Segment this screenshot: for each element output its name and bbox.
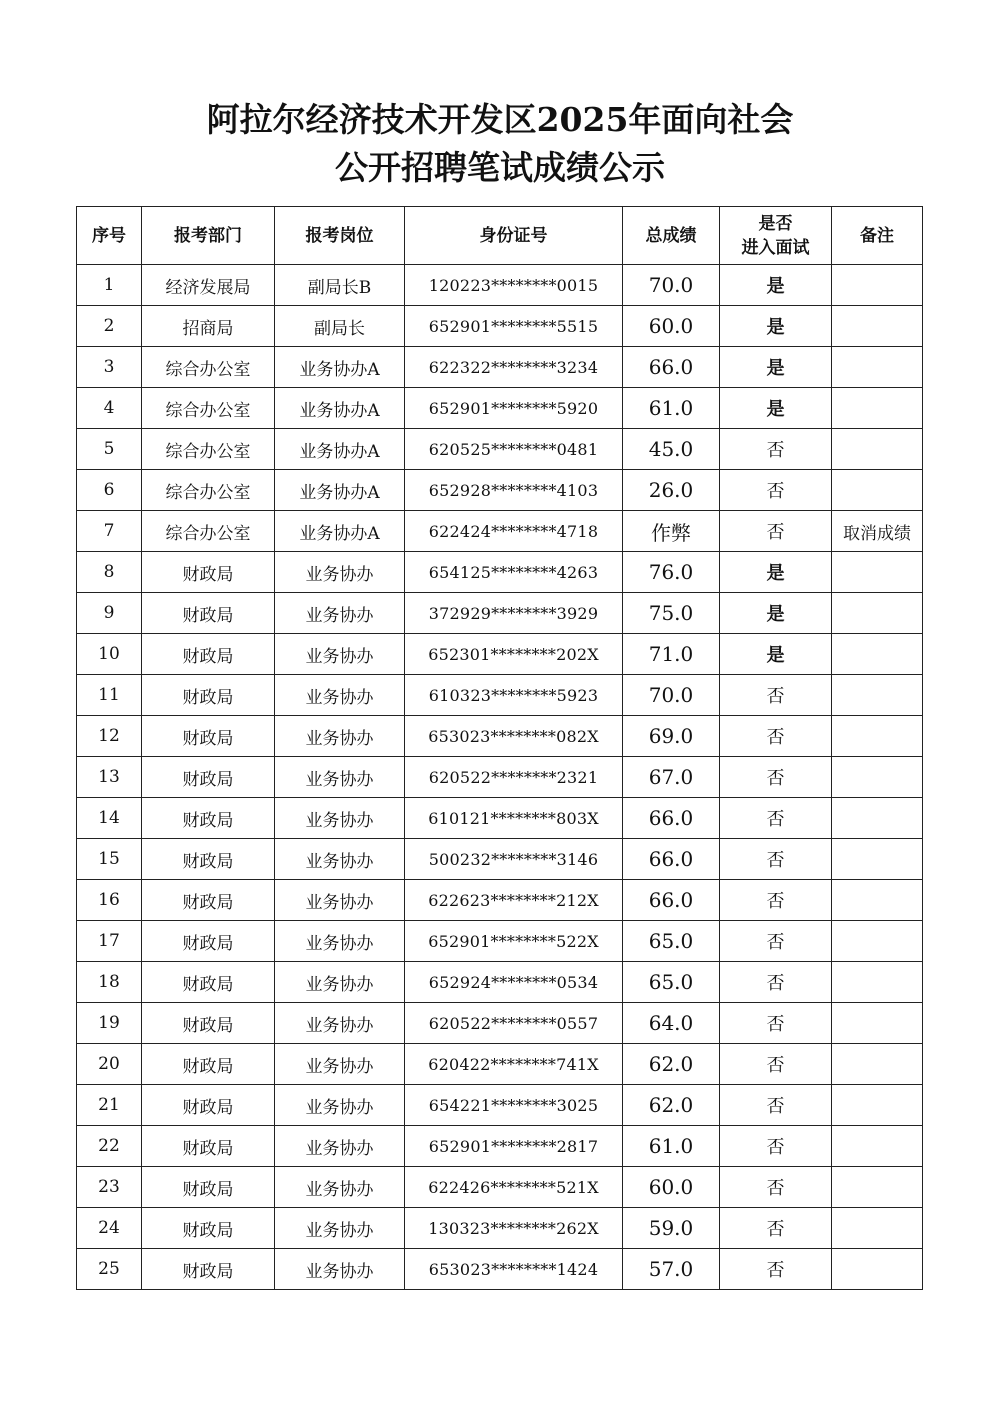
cell-seq: 5 bbox=[77, 429, 142, 470]
cell-note bbox=[832, 634, 923, 675]
cell-seq: 21 bbox=[77, 1085, 142, 1126]
cell-total-score: 70.0 bbox=[623, 675, 720, 716]
cell-id-number: 620522********2321 bbox=[405, 757, 623, 798]
cell-position: 业务协办 bbox=[275, 1208, 405, 1249]
cell-id-number: 652901********5515 bbox=[405, 306, 623, 347]
cell-note bbox=[832, 388, 923, 429]
cell-note bbox=[832, 347, 923, 388]
cell-note bbox=[832, 962, 923, 1003]
table-row bbox=[77, 552, 923, 593]
cell-position: 业务协办 bbox=[275, 880, 405, 921]
cell-position: 业务协办 bbox=[275, 921, 405, 962]
table-header-row bbox=[77, 207, 923, 265]
cell-id-number: 653023********082X bbox=[405, 716, 623, 757]
table-row bbox=[77, 1003, 923, 1044]
cell-position: 业务协办 bbox=[275, 552, 405, 593]
cell-department: 招商局 bbox=[142, 306, 275, 347]
cell-department: 综合办公室 bbox=[142, 429, 275, 470]
cell-department: 财政局 bbox=[142, 962, 275, 1003]
cell-id-number: 622623********212X bbox=[405, 880, 623, 921]
cell-position: 业务协办 bbox=[275, 962, 405, 1003]
cell-seq: 18 bbox=[77, 962, 142, 1003]
cell-total-score: 64.0 bbox=[623, 1003, 720, 1044]
cell-total-score: 69.0 bbox=[623, 716, 720, 757]
cell-position: 业务协办 bbox=[275, 757, 405, 798]
cell-id-number: 130323********262X bbox=[405, 1208, 623, 1249]
cell-total-score: 75.0 bbox=[623, 593, 720, 634]
cell-interview: 否 bbox=[720, 757, 832, 798]
cell-position: 业务协办 bbox=[275, 1044, 405, 1085]
cell-seq: 17 bbox=[77, 921, 142, 962]
cell-interview: 否 bbox=[720, 675, 832, 716]
table-row bbox=[77, 675, 923, 716]
cell-position: 副局长B bbox=[275, 265, 405, 306]
cell-id-number: 622424********4718 bbox=[405, 511, 623, 552]
cell-seq: 7 bbox=[77, 511, 142, 552]
cell-interview: 是 bbox=[720, 552, 832, 593]
cell-seq: 8 bbox=[77, 552, 142, 593]
cell-id-number: 622322********3234 bbox=[405, 347, 623, 388]
cell-department: 财政局 bbox=[142, 1208, 275, 1249]
cell-total-score: 66.0 bbox=[623, 880, 720, 921]
cell-department: 财政局 bbox=[142, 716, 275, 757]
cell-id-number: 620522********0557 bbox=[405, 1003, 623, 1044]
cell-department: 财政局 bbox=[142, 1085, 275, 1126]
cell-total-score: 71.0 bbox=[623, 634, 720, 675]
cell-id-number: 652901********522X bbox=[405, 921, 623, 962]
table-row bbox=[77, 511, 923, 552]
cell-id-number: 610323********5923 bbox=[405, 675, 623, 716]
cell-interview: 否 bbox=[720, 1167, 832, 1208]
cell-department: 财政局 bbox=[142, 1126, 275, 1167]
cell-interview: 否 bbox=[720, 1085, 832, 1126]
cell-position: 业务协办 bbox=[275, 634, 405, 675]
cell-position: 业务协办A bbox=[275, 388, 405, 429]
results-table bbox=[76, 206, 923, 1290]
cell-note bbox=[832, 839, 923, 880]
cell-id-number: 620525********0481 bbox=[405, 429, 623, 470]
cell-seq: 16 bbox=[77, 880, 142, 921]
cell-department: 财政局 bbox=[142, 593, 275, 634]
cell-note bbox=[832, 593, 923, 634]
cell-note bbox=[832, 757, 923, 798]
cell-seq: 25 bbox=[77, 1249, 142, 1290]
cell-seq: 13 bbox=[77, 757, 142, 798]
table-row bbox=[77, 716, 923, 757]
cell-note bbox=[832, 921, 923, 962]
cell-department: 财政局 bbox=[142, 634, 275, 675]
cell-department: 财政局 bbox=[142, 1167, 275, 1208]
cell-position: 业务协办 bbox=[275, 1003, 405, 1044]
cell-interview: 否 bbox=[720, 429, 832, 470]
cell-department: 经济发展局 bbox=[142, 265, 275, 306]
cell-total-score: 57.0 bbox=[623, 1249, 720, 1290]
cell-position: 业务协办 bbox=[275, 675, 405, 716]
cell-id-number: 652928********4103 bbox=[405, 470, 623, 511]
cell-interview: 否 bbox=[720, 1003, 832, 1044]
header-seq: 序号 bbox=[77, 207, 142, 265]
cell-id-number: 372929********3929 bbox=[405, 593, 623, 634]
cell-total-score: 67.0 bbox=[623, 757, 720, 798]
cell-interview: 否 bbox=[720, 880, 832, 921]
cell-note bbox=[832, 1167, 923, 1208]
cell-position: 副局长 bbox=[275, 306, 405, 347]
cell-note bbox=[832, 798, 923, 839]
cell-position: 业务协办 bbox=[275, 839, 405, 880]
cell-total-score: 60.0 bbox=[623, 306, 720, 347]
cell-position: 业务协办 bbox=[275, 1085, 405, 1126]
cell-id-number: 652901********2817 bbox=[405, 1126, 623, 1167]
header-position: 报考岗位 bbox=[275, 207, 405, 265]
header-interview-line1: 是否 bbox=[758, 213, 793, 234]
cell-position: 业务协办 bbox=[275, 593, 405, 634]
cell-position: 业务协办A bbox=[275, 347, 405, 388]
cell-position: 业务协办 bbox=[275, 1167, 405, 1208]
cell-department: 综合办公室 bbox=[142, 388, 275, 429]
cell-seq: 23 bbox=[77, 1167, 142, 1208]
cell-total-score: 76.0 bbox=[623, 552, 720, 593]
table-row bbox=[77, 593, 923, 634]
cell-seq: 24 bbox=[77, 1208, 142, 1249]
cell-note bbox=[832, 880, 923, 921]
table-row bbox=[77, 798, 923, 839]
cell-department: 财政局 bbox=[142, 880, 275, 921]
cell-note bbox=[832, 306, 923, 347]
cell-total-score: 61.0 bbox=[623, 388, 720, 429]
cell-note bbox=[832, 1208, 923, 1249]
header-note: 备注 bbox=[832, 207, 923, 265]
table-row bbox=[77, 1085, 923, 1126]
cell-position: 业务协办A bbox=[275, 470, 405, 511]
cell-seq: 3 bbox=[77, 347, 142, 388]
cell-interview: 否 bbox=[720, 962, 832, 1003]
document-title-line1: 阿拉尔经济技术开发区2025年面向社会 bbox=[206, 100, 794, 139]
cell-total-score: 65.0 bbox=[623, 962, 720, 1003]
cell-position: 业务协办 bbox=[275, 798, 405, 839]
table-row bbox=[77, 962, 923, 1003]
cell-interview: 是 bbox=[720, 347, 832, 388]
cell-position: 业务协办A bbox=[275, 429, 405, 470]
cell-total-score: 66.0 bbox=[623, 347, 720, 388]
cell-interview: 否 bbox=[720, 511, 832, 552]
cell-seq: 14 bbox=[77, 798, 142, 839]
cell-id-number: 654221********3025 bbox=[405, 1085, 623, 1126]
cell-department: 财政局 bbox=[142, 921, 275, 962]
cell-total-score: 59.0 bbox=[623, 1208, 720, 1249]
cell-department: 综合办公室 bbox=[142, 470, 275, 511]
cell-interview: 是 bbox=[720, 265, 832, 306]
cell-total-score: 62.0 bbox=[623, 1085, 720, 1126]
cell-note bbox=[832, 1085, 923, 1126]
cell-total-score: 65.0 bbox=[623, 921, 720, 962]
document-title-line2: 公开招聘笔试成绩公示 bbox=[335, 148, 665, 187]
cell-position: 业务协办A bbox=[275, 511, 405, 552]
cell-interview: 否 bbox=[720, 1249, 832, 1290]
cell-total-score: 66.0 bbox=[623, 798, 720, 839]
cell-interview: 否 bbox=[720, 1208, 832, 1249]
table-row bbox=[77, 1044, 923, 1085]
table-row bbox=[77, 306, 923, 347]
cell-seq: 15 bbox=[77, 839, 142, 880]
cell-department: 财政局 bbox=[142, 1003, 275, 1044]
cell-note bbox=[832, 265, 923, 306]
cell-id-number: 652924********0534 bbox=[405, 962, 623, 1003]
table-body bbox=[77, 265, 923, 1290]
cell-id-number: 652301********202X bbox=[405, 634, 623, 675]
cell-total-score: 作弊 bbox=[623, 511, 720, 552]
cell-id-number: 622426********521X bbox=[405, 1167, 623, 1208]
cell-interview: 是 bbox=[720, 306, 832, 347]
table-row bbox=[77, 921, 923, 962]
table-row bbox=[77, 634, 923, 675]
cell-note bbox=[832, 1044, 923, 1085]
cell-id-number: 120223********0015 bbox=[405, 265, 623, 306]
table-row bbox=[77, 470, 923, 511]
cell-department: 财政局 bbox=[142, 839, 275, 880]
cell-interview: 否 bbox=[720, 1044, 832, 1085]
header-department: 报考部门 bbox=[142, 207, 275, 265]
cell-note bbox=[832, 1249, 923, 1290]
cell-seq: 11 bbox=[77, 675, 142, 716]
cell-note bbox=[832, 675, 923, 716]
cell-note bbox=[832, 1126, 923, 1167]
header-total-score: 总成绩 bbox=[623, 207, 720, 265]
cell-interview: 否 bbox=[720, 716, 832, 757]
cell-total-score: 62.0 bbox=[623, 1044, 720, 1085]
cell-id-number: 500232********3146 bbox=[405, 839, 623, 880]
cell-id-number: 654125********4263 bbox=[405, 552, 623, 593]
header-interview-line2: 进入面试 bbox=[741, 237, 810, 258]
table-row bbox=[77, 388, 923, 429]
cell-seq: 2 bbox=[77, 306, 142, 347]
cell-position: 业务协办 bbox=[275, 716, 405, 757]
cell-total-score: 26.0 bbox=[623, 470, 720, 511]
cell-note bbox=[832, 1003, 923, 1044]
cell-seq: 19 bbox=[77, 1003, 142, 1044]
cell-seq: 4 bbox=[77, 388, 142, 429]
table-row bbox=[77, 347, 923, 388]
table-row bbox=[77, 1167, 923, 1208]
cell-interview: 否 bbox=[720, 1126, 832, 1167]
cell-id-number: 652901********5920 bbox=[405, 388, 623, 429]
cell-department: 财政局 bbox=[142, 552, 275, 593]
cell-department: 财政局 bbox=[142, 798, 275, 839]
header-interview bbox=[720, 207, 832, 265]
header-id-number: 身份证号 bbox=[405, 207, 623, 265]
cell-interview: 否 bbox=[720, 470, 832, 511]
cell-interview: 否 bbox=[720, 798, 832, 839]
cell-seq: 6 bbox=[77, 470, 142, 511]
cell-note: 取消成绩 bbox=[832, 511, 923, 552]
table-row bbox=[77, 880, 923, 921]
table-row bbox=[77, 1126, 923, 1167]
table-row bbox=[77, 839, 923, 880]
cell-department: 财政局 bbox=[142, 1249, 275, 1290]
cell-department: 财政局 bbox=[142, 675, 275, 716]
cell-department: 财政局 bbox=[142, 757, 275, 798]
table-row bbox=[77, 1208, 923, 1249]
cell-id-number: 610121********803X bbox=[405, 798, 623, 839]
cell-interview: 否 bbox=[720, 921, 832, 962]
cell-interview: 是 bbox=[720, 388, 832, 429]
table-row bbox=[77, 757, 923, 798]
cell-total-score: 45.0 bbox=[623, 429, 720, 470]
cell-seq: 9 bbox=[77, 593, 142, 634]
cell-note bbox=[832, 470, 923, 511]
cell-seq: 20 bbox=[77, 1044, 142, 1085]
cell-position: 业务协办 bbox=[275, 1249, 405, 1290]
cell-total-score: 70.0 bbox=[623, 265, 720, 306]
cell-total-score: 66.0 bbox=[623, 839, 720, 880]
cell-note bbox=[832, 429, 923, 470]
cell-interview: 是 bbox=[720, 593, 832, 634]
cell-seq: 12 bbox=[77, 716, 142, 757]
cell-department: 综合办公室 bbox=[142, 511, 275, 552]
cell-department: 综合办公室 bbox=[142, 347, 275, 388]
cell-position: 业务协办 bbox=[275, 1126, 405, 1167]
cell-seq: 22 bbox=[77, 1126, 142, 1167]
table-row bbox=[77, 265, 923, 306]
cell-seq: 10 bbox=[77, 634, 142, 675]
cell-department: 财政局 bbox=[142, 1044, 275, 1085]
cell-total-score: 61.0 bbox=[623, 1126, 720, 1167]
cell-note bbox=[832, 552, 923, 593]
cell-note bbox=[832, 716, 923, 757]
cell-seq: 1 bbox=[77, 265, 142, 306]
table-row bbox=[77, 429, 923, 470]
cell-id-number: 620422********741X bbox=[405, 1044, 623, 1085]
cell-interview: 是 bbox=[720, 634, 832, 675]
cell-id-number: 653023********1424 bbox=[405, 1249, 623, 1290]
table-row bbox=[77, 1249, 923, 1290]
cell-interview: 否 bbox=[720, 839, 832, 880]
cell-total-score: 60.0 bbox=[623, 1167, 720, 1208]
